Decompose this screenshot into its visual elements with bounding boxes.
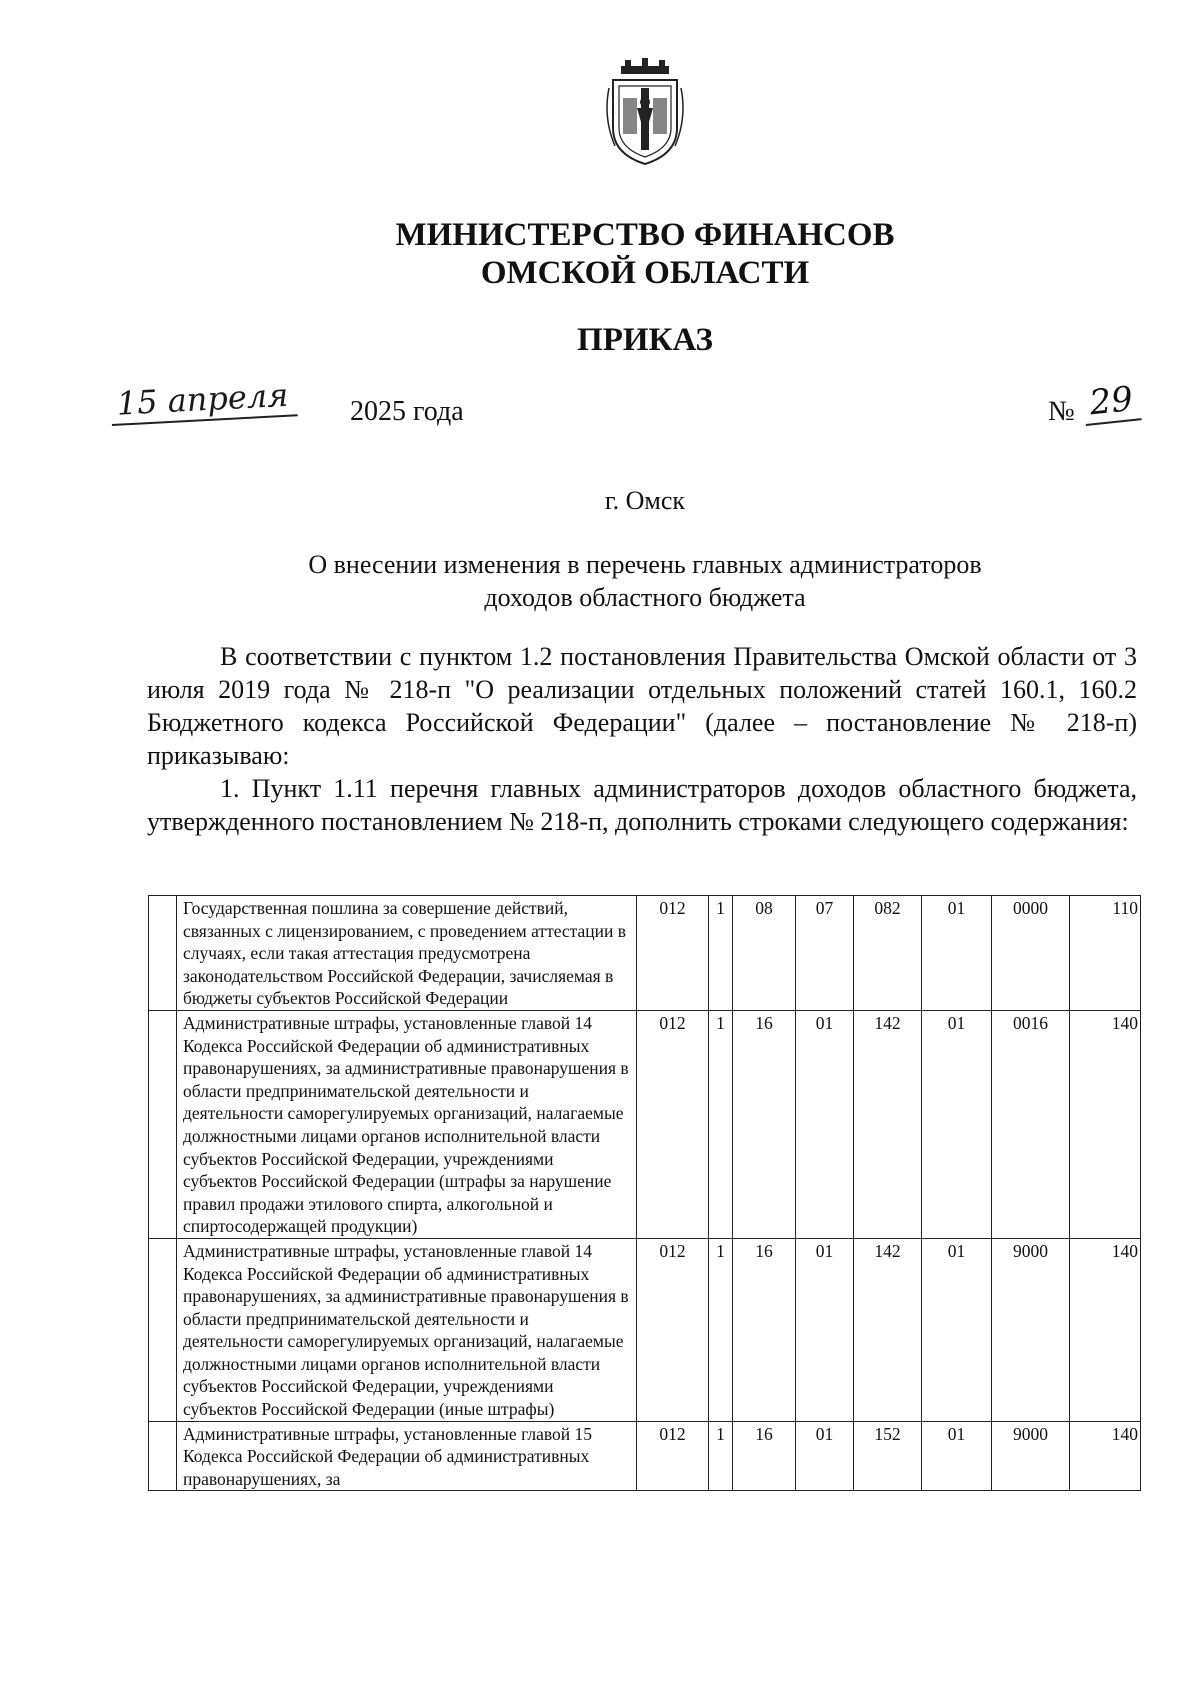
body-paragraph-1: В соответствии с пунктом 1.2 постановления Правительства Омской области от 3 июля 2019 года № 218-п "О реализации отдельных положений статей 160.1, 160.2 Бюджетного кодекса Российской Федерации" (далее – постановление № 218-п) приказываю: (147, 642, 1137, 770)
table-row (149, 1421, 1141, 1491)
code-group: 1 (709, 1238, 733, 1421)
row-description: Административные штрафы, установленные главой 14 Кодекса Российской Федерации об административных правонарушениях, за административные правонарушения в области предпринимательской деятельности и деятельности саморегулируемых организаций, налагаемые должностными лицами органов исполнительной власти субъектов Российской Федерации, учреждениями субъектов Российской Федерации (штрафы за нарушение правил продажи этилового спирта, алкогольной и спиртосодержащей продукции) (177, 1010, 637, 1238)
code-economic: 140 (1070, 1421, 1141, 1491)
row-description: Административные штрафы, установленные главой 15 Кодекса Российской Федерации об административных правонарушениях, за (177, 1421, 637, 1491)
document-subject (0, 548, 1200, 614)
code-program: 0016 (992, 1010, 1070, 1238)
handwritten-number: 29 (1082, 378, 1142, 426)
code-program: 9000 (992, 1421, 1070, 1491)
city: г. Омск (604, 486, 686, 515)
code-subarticle: 082 (854, 896, 922, 1011)
row-description: Административные штрафы, установленные главой 14 Кодекса Российской Федерации об административных правонарушениях, за административные правонарушения в области предпринимательской деятельности и деятельности саморегулируемых организаций, налагаемые должностными лицами органов исполнительной власти субъектов Российской Федерации, учреждениями субъектов Российской Федерации (иные штрафы) (177, 1238, 637, 1421)
code-subgroup: 08 (733, 896, 796, 1011)
code-article: 01 (796, 1010, 854, 1238)
code-admin: 012 (637, 1421, 709, 1491)
document-type: ПРИКАЗ (577, 322, 713, 358)
code-subarticle: 142 (854, 1238, 922, 1421)
empty-cell (149, 1421, 177, 1491)
code-element: 01 (922, 896, 992, 1011)
subject-line2: доходов областного бюджета (484, 583, 806, 612)
code-economic: 140 (1070, 1010, 1141, 1238)
code-subgroup: 16 (733, 1010, 796, 1238)
code-article: 07 (796, 896, 854, 1011)
ministry-title-line2: ОМСКОЙ ОБЛАСТИ (480, 255, 810, 291)
table-row (149, 1238, 1141, 1421)
empty-cell (149, 1010, 177, 1238)
code-element: 01 (922, 1421, 992, 1491)
code-subarticle: 152 (854, 1421, 922, 1491)
handwritten-date: 15 апреля (110, 374, 298, 426)
omsk-coat-of-arms-icon (601, 58, 689, 168)
subject-line1: О внесении изменения в перечень главных администраторов (308, 550, 982, 579)
code-group: 1 (709, 1010, 733, 1238)
number-sign: № (1048, 396, 1075, 427)
table-row (149, 896, 1141, 1011)
code-program: 0000 (992, 896, 1070, 1011)
code-article: 01 (796, 1238, 854, 1421)
code-admin: 012 (637, 1238, 709, 1421)
code-subgroup: 16 (733, 1421, 796, 1491)
code-program: 9000 (992, 1238, 1070, 1421)
code-admin: 012 (637, 1010, 709, 1238)
code-admin: 012 (637, 896, 709, 1011)
code-subgroup: 16 (733, 1238, 796, 1421)
document-body (147, 640, 1137, 838)
body-paragraph-2: 1. Пункт 1.11 перечня главных администраторов доходов областного бюджета, утвержденного постановлением № 218-п, дополнить строками следующего содержания: (147, 774, 1137, 836)
table-row (149, 1010, 1141, 1238)
code-group: 1 (709, 1421, 733, 1491)
code-group: 1 (709, 896, 733, 1011)
empty-cell (149, 1238, 177, 1421)
code-element: 01 (922, 1238, 992, 1421)
code-article: 01 (796, 1421, 854, 1491)
code-element: 01 (922, 1010, 992, 1238)
empty-cell (149, 896, 177, 1011)
revenue-codes-table (148, 895, 1141, 1491)
row-description: Государственная пошлина за совершение действий, связанных с лицензированием, с проведением аттестации в случаях, если такая аттестация предусмотрена законодательством Российской Федерации, зачисляемая в бюджеты субъектов Российской Федерации (177, 896, 637, 1011)
date-year: 2025 года (350, 396, 464, 427)
code-economic: 110 (1070, 896, 1141, 1011)
ministry-title-line1: МИНИСТЕРСТВО ФИНАНСОВ (395, 217, 895, 253)
code-economic: 140 (1070, 1238, 1141, 1421)
code-subarticle: 142 (854, 1010, 922, 1238)
